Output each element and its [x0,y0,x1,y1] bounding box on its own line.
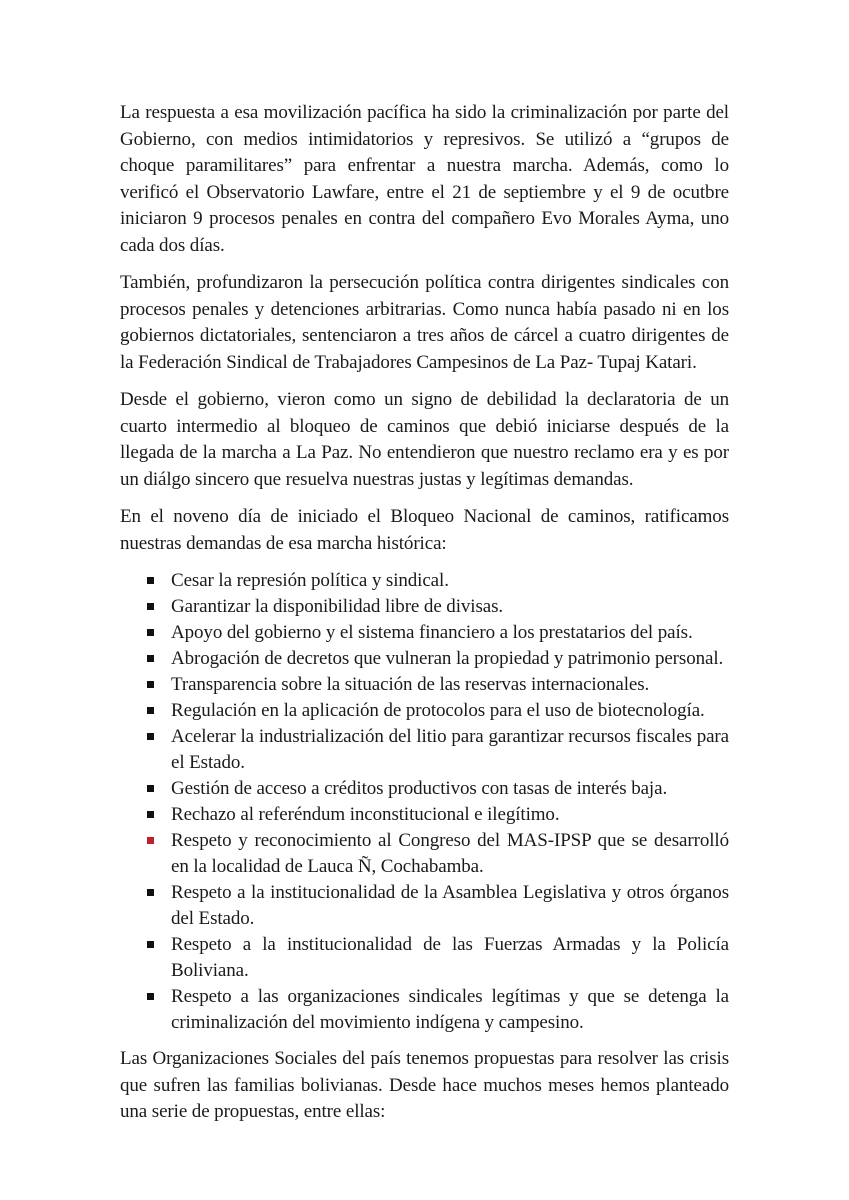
list-item [120,828,729,880]
list-item-text: Cesar la represión política y sindical. [171,570,449,591]
list-item-text: Rechazo al referéndum inconstitucional e ilegítimo. [171,804,560,825]
demands-list [120,568,729,1036]
list-item-text: Respeto a la institucionalidad de las Fuerzas Armadas y la Policía Boliviana. [171,934,729,981]
paragraph-ratify-demands: En el noveno día de iniciado el Bloqueo Nacional de caminos, ratificamos nuestras demandas de esa marcha histórica: [120,506,729,554]
square-bullet-icon [147,941,154,948]
list-item-text: Apoyo del gobierno y el sistema financiero a los prestatarios del país. [171,622,693,643]
square-bullet-icon [147,811,154,818]
list-item [120,568,729,594]
square-bullet-icon [147,733,154,740]
list-item-text: Transparencia sobre la situación de las reservas internacionales. [171,674,650,695]
list-item-text: Respeto a la institucionalidad de la Asamblea Legislativa y otros órganos del Estado. [171,882,729,929]
list-item [120,594,729,620]
list-item [120,932,729,984]
list-item [120,620,729,646]
list-item [120,776,729,802]
square-bullet-icon [147,577,154,584]
paragraph-government: Desde el gobierno, vieron como un signo de debilidad la declaratoria de un cuarto intermedio al bloqueo de caminos que debió iniciarse después de la llegada de la marcha a La Paz. No entendieron que nuestro reclamo era y es por un diálgo sincero que resuelva nuestras justas y legítimas demandas. [120,389,729,490]
square-bullet-icon [147,785,154,792]
list-item-text: Gestión de acceso a créditos productivos con tasas de interés baja. [171,778,668,799]
square-bullet-icon [147,629,154,636]
list-item [120,646,729,672]
square-bullet-red-icon [147,837,154,844]
square-bullet-icon [147,707,154,714]
square-bullet-icon [147,889,154,896]
list-item [120,698,729,724]
list-item-text: Respeto y reconocimiento al Congreso del MAS-IPSP que se desarrolló en la localidad de Lauca Ñ, Cochabamba. [171,830,729,877]
list-item-text: Garantizar la disponibilidad libre de divisas. [171,596,504,617]
paragraph-repression: La respuesta a esa movilización pacífica ha sido la criminalización por parte del Gobierno, con medios intimidatorios y represivos. Se utilizó a “grupos de choque paramilitares” para enfrentar a nuestra marcha. Además, como lo verificó el Observatorio Lawfare, entre el 21 de septiembre y el 9 de ocutbre iniciaron 9 procesos penales en contra del compañero Evo Morales Ayma, uno cada dos días. [120,102,729,256]
paragraph-proposals: Las Organizaciones Sociales del país tenemos propuestas para resolver las crisis que sufren las familias bolivianas. Desde hace muchos meses hemos planteado una serie de propuestas, entre ellas: [120,1048,729,1122]
list-item [120,880,729,932]
square-bullet-icon [147,603,154,610]
list-item [120,984,729,1036]
list-item-text: Abrogación de decretos que vulneran la propiedad y patrimonio personal. [171,648,724,669]
list-item-text: Regulación en la aplicación de protocolos para el uso de biotecnología. [171,700,705,721]
list-item [120,724,729,776]
square-bullet-icon [147,655,154,662]
square-bullet-icon [147,993,154,1000]
paragraph-persecution: También, profundizaron la persecución política contra dirigentes sindicales con procesos penales y detenciones arbitrarias. Como nunca había pasado ni en los gobiernos dictatoriales, sentenciaron a tres años de cárcel a cuatro dirigentes de la Federación Sindical de Trabajadores Campesinos de La Paz- Tupaj Katari. [120,272,729,373]
list-item [120,802,729,828]
list-item-text: Respeto a las organizaciones sindicales legítimas y que se detenga la criminalización del movimiento indígena y campesino. [171,986,729,1033]
list-item-text: Acelerar la industrialización del litio para garantizar recursos fiscales para el Estado. [171,726,729,773]
list-item [120,672,729,698]
square-bullet-icon [147,681,154,688]
